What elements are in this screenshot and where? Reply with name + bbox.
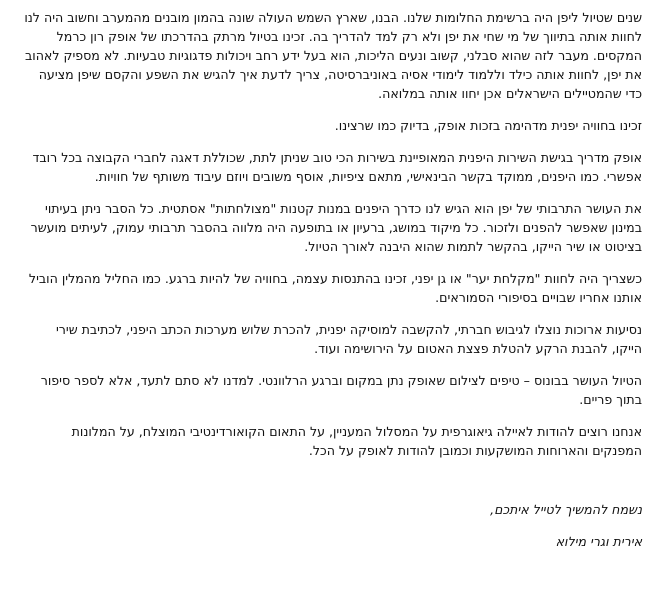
paragraph-intro: שנים שטיול ליפן היה ברשימת החלומות שלנו. הבנו, שארץ השמש העולה שונה בהמון מובנים מהמערב וחשוב היה לנו לחוות אותה בתיווך של מי שחי את יפן ולא רק למד להדריך בה. זכינו בטיול מרתק בהדרכתו של אופק רון כרמל המקסים. מעבר לזה שהוא סבלני, קשוב ונעים הליכות, הוא בעל ידע רחב ויכולות פדגוגיות טבעיות. לא מספיק לאהוב את יפן, לחוות אותה כילד וללמוד לימודי אסיה באוניברסיטה, צריך לדעת איך להגיש את השפע והקסם שיפן מציעה כדי שהמטיילים הישראלים אכן יחוו אותה במלואה.: [24, 10, 642, 101]
paragraph-thanks: אנחנו רוצים להודות לאיילה גיאוגרפית על המסלול המעניין, על התאום הקואורדינטיבי המוצלח, על המלונות המפנקים והארוחות המושקעות וכמובן להודות לאופק על הכל.: [71, 424, 642, 458]
paragraph-travel: נסיעות ארוכות נוצלו לגיבוש חברתי, להקשבה למוסיקה יפנית, להכרת שלוש מערכות הכתב היפני, לכתיבת שירי הייקו, להבנת הרקע להטלת פצצת האטום על הירושימה ועוד.: [55, 322, 642, 356]
paragraph-photography: הטיול העושר בבונוס – טיפים לצילום שאופק נתן במקום וברגע הרלוונטי. למדנו לא סתם לתעד, אלא לספר סיפור בתוך פריים.: [40, 373, 642, 407]
paragraph-summary: זכינו בחוויה יפנית מדהימה בזכות אופק, בדיוק כמו שרצינו.: [334, 118, 642, 133]
signature: אירית וגרי מילוא: [555, 534, 642, 549]
letter-closing: [22, 500, 642, 551]
closing-line: נשמח להמשיך לטייל איתכם,: [490, 502, 642, 517]
testimonial-letter: [22, 8, 642, 564]
paragraph-service: אופק מדריך בגישת השירות היפנית המאופיינת בשירות הכי טוב שניתן לתת, שכוללת דאגה לחברי הקבוצה בכל רובד אפשרי. כמו היפנים, ממוקד בקשר הבינאישי, מתאם ציפיות, אוסף משובים ויוזם עיבוד משותף של חוויות.: [32, 150, 642, 184]
paragraph-culture: את העושר התרבותי של יפן הוא הגיש לנו כדרך היפנים במנות קטנות "מצולחתות" אסתטית. כל הסבר ניתן בעיתוי במינון שאפשר להפנים ולזכור. כל מיקוד במושג, ברעיון או בתופעה היה מלווה בהסבר תרבותי עמוק, לעיתים מועשר בציטוט או שיר הייקו, בהקשר לתמות שהוא היבנה לאורך הטיול.: [30, 201, 642, 254]
paragraph-experience: כשצריך היה לחוות "מקלחת יער" או גן יפני, זכינו בהתנסות עצמה, בחוויה של להיות ברגע. כמו החליל מהמלין הוביל אותנו אחריו שבויים בסיפורי הסמוראים.: [28, 271, 642, 305]
